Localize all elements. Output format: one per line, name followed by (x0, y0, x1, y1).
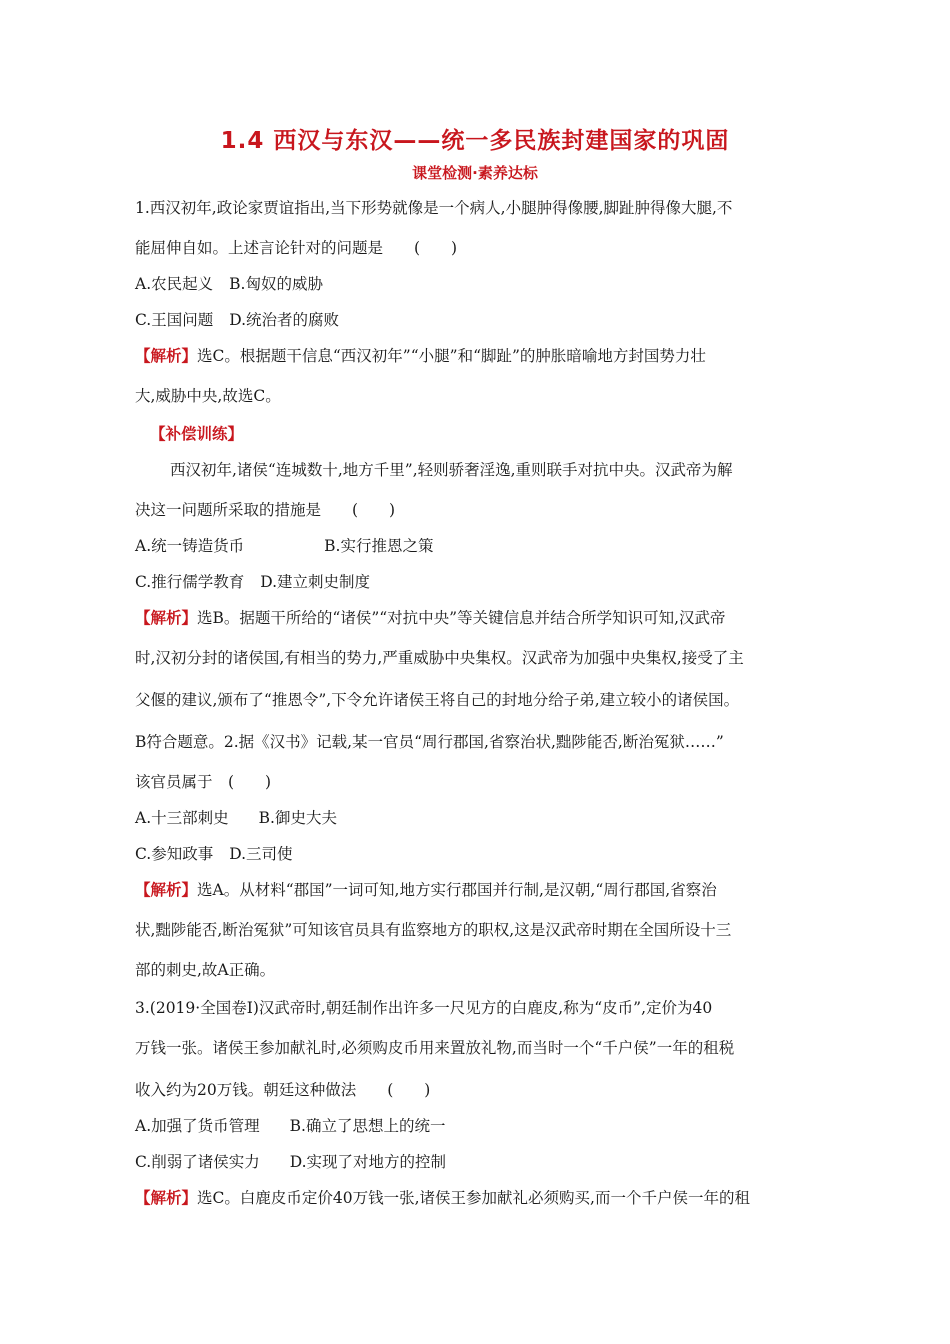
q2-analysis-line-2: 状,黜陟能否,断治冤狱”可知该官员具有监察地方的职权,这是汉武帝时期在全国所设十三 (135, 921, 732, 939)
q2-stem-line: 该官员属于 ( ) (135, 773, 272, 791)
q3-stem-line-3: 收入约为20万钱。朝廷这种做法 ( ) (135, 1081, 431, 1099)
supplement-option-a: A.统一铸造货币 (135, 537, 245, 555)
q2-option-c: C.参知政事 (135, 845, 214, 863)
q2-option-b: B.御史大夫 (258, 809, 337, 827)
q3-options-ab (135, 1116, 445, 1136)
supplement-stem-line-1: 西汉初年,诸侯“连城数十,地方千里”,轻则骄奢淫逸,重则联手对抗中央。汉武帝为解 (170, 461, 733, 479)
q2-analysis-line-3: 部的刺史,故A正确。 (135, 961, 276, 979)
supplement-option-c: C.推行儒学教育 (135, 573, 245, 591)
q1-options-ab (135, 274, 323, 294)
q3-analysis-text-1: 选C。白鹿皮币定价40万钱一张,诸侯王参加献礼必须购买,而一个千户侯一年的租 (197, 1189, 750, 1207)
q2-options-cd (135, 844, 293, 864)
supplement-option-b: B.实行推恩之策 (324, 537, 434, 555)
q2-option-a: A.十三部刺史 (135, 809, 229, 827)
q2-options-ab (135, 808, 337, 828)
supplement-option-d: D.建立刺史制度 (260, 573, 371, 591)
q2-option-d: D.三司使 (229, 845, 293, 863)
supplement-options-cd (135, 572, 370, 592)
q3-option-d: D.实现了对地方的控制 (289, 1153, 447, 1171)
q2-analysis-text-1: 选A。从材料“郡国”一词可知,地方实行郡国并行制,是汉朝,“周行郡国,省察治 (197, 881, 717, 899)
supplement-options-ab (135, 536, 433, 556)
supplement-analysis-text-1: 选B。据题干所给的“诸侯”“对抗中央”等关键信息并结合所学知识可知,汉武帝 (197, 609, 726, 627)
analysis-tag: 【解析】 (135, 881, 198, 899)
q1-option-c: C.王国问题 (135, 311, 214, 329)
supplement-stem-line-2: 决这一问题所采取的措施是 ( ) (135, 501, 396, 519)
q2-analysis-line-1 (135, 880, 717, 900)
supplement-analysis-line-3: 父偃的建议,颁布了“推恩令”,下令允许诸侯王将自己的封地分给子弟,建立较小的诸侯国。 (135, 691, 740, 709)
q1-stem-line-1: 1.西汉初年,政论家贾谊指出,当下形势就像是一个病人,小腿肿得像腰,脚趾肿得像大腿,不 (135, 199, 733, 217)
page-title: 1.4 西汉与东汉——统一多民族封建国家的巩固 (220, 128, 730, 154)
q3-option-b: B.确立了思想上的统一 (289, 1117, 446, 1135)
q1-analysis-line-2: 大,威胁中央,故选C。 (135, 387, 281, 405)
section-subtitle: 课堂检测·素养达标 (412, 164, 538, 182)
supplement-analysis-line-1 (135, 608, 726, 628)
q1-options-cd (135, 310, 339, 330)
q3-stem-line-1: 3.(2019·全国卷Ⅰ)汉武帝时,朝廷制作出许多一尺见方的白鹿皮,称为“皮币”,定价为40 (135, 999, 713, 1017)
q3-options-cd (135, 1152, 446, 1172)
q3-stem-line-2: 万钱一张。诸侯王参加献礼时,必须购皮币用来置放礼物,而当时一个“千户侯”一年的租税 (135, 1039, 735, 1057)
q1-analysis-text-1: 选C。根据题干信息“西汉初年”“小腿”和“脚趾”的肿胀暗喻地方封国势力壮 (197, 347, 706, 365)
q1-option-a: A.农民起义 (135, 275, 214, 293)
q1-analysis-line-1 (135, 346, 706, 366)
q3-option-a: A.加强了货币管理 (135, 1117, 260, 1135)
q1-stem-line-2: 能屈伸自如。上述言论针对的问题是 ( ) (135, 239, 458, 257)
supplement-analysis-line-2: 时,汉初分封的诸侯国,有相当的势力,严重威胁中央集权。汉武帝为加强中央集权,接受了主 (135, 649, 744, 667)
analysis-tag: 【解析】 (135, 347, 198, 365)
analysis-tag: 【解析】 (135, 1189, 198, 1207)
supplement-tag: 【补偿训练】 (150, 425, 244, 443)
supplement-analysis-line-4: B符合题意。2.据《汉书》记载,某一官员“周行郡国,省察治状,黜陟能否,断治冤狱……” (135, 733, 724, 751)
q3-option-c: C.削弱了诸侯实力 (135, 1153, 260, 1171)
analysis-tag: 【解析】 (135, 609, 198, 627)
q1-option-b: B.匈奴的威胁 (229, 275, 323, 293)
q3-analysis-line-1 (135, 1188, 750, 1208)
q1-option-d: D.统治者的腐败 (229, 311, 340, 329)
